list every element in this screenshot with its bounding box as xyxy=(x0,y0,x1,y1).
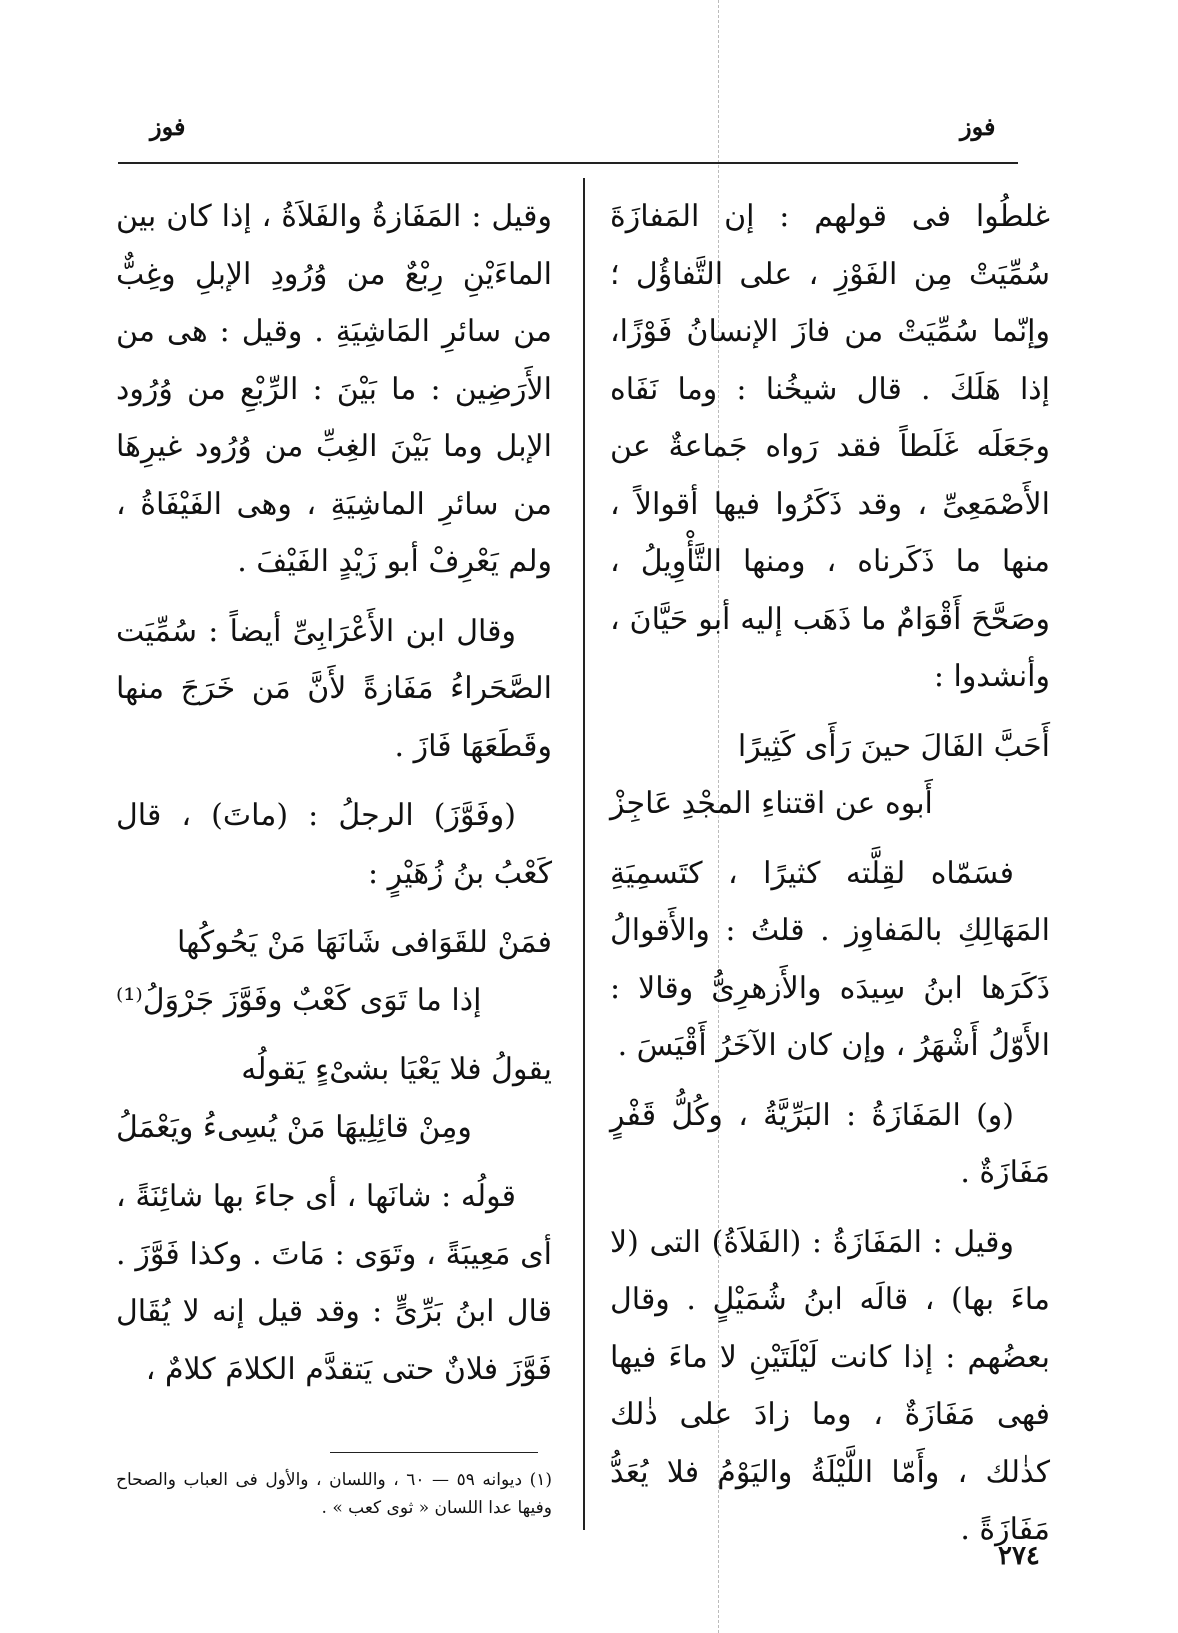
running-header-right: فوز xyxy=(960,112,996,141)
left-verse-1-line-2: إذا ما تَوَى كَعْبٌ وفَوَّزَ جَرْوَلُ⁽¹⁾ xyxy=(116,982,482,1018)
right-verse xyxy=(610,718,1050,833)
left-verse-2 xyxy=(116,1041,552,1156)
right-verse-line-2: أَبوه عن اقتناءِ المجْدِ عَاجِزْ xyxy=(610,786,933,821)
left-column xyxy=(116,188,552,1398)
left-paragraph-4: قولُه : شانَها ، أى جاءَ بها شائِنَةً ، أى مَعِيبَةً ، وتَوَى : مَاتَ . وكذا فَوَّزَ . قال ابنُ بَرِّىٍّ : وقد قيل إنه لا يُقَال فَوَّزَ فلانٌ حتى يَتقدَّم الكلامَ كلامٌ ، xyxy=(116,1179,552,1387)
right-paragraph-1: غلطُوا فى قولهم : إن المَفازَةَ سُمِّيَتْ مِن الفَوْزِ ، على التَّفاؤُل ؛ وإنّما سُمِّيَتْ من فازَ الإنسانُ فَوْزًا، إذا هَلَكَ . قال شيخُنا : وما نَفَاه وجَعَلَه غَلَطاً فقد رَواه جَماعةٌ عن الأَصْمَعِىِّ ، وقد ذَكَرُوا فيها أقوالاً ، منها ما ذَكَرناه ، ومنها التَّأْوِيلُ ، وصَحَّحَ أَقْوَامٌ ما ذَهَب إليه أبو حَيَّانَ ، وأنشدوا : xyxy=(610,199,1050,694)
right-column xyxy=(610,188,1050,1559)
page-number: ٢٧٤ xyxy=(998,1541,1040,1571)
running-header-left: فوز xyxy=(150,112,186,141)
left-verse-2-line-1: يقولُ فلا يَعْيَا بشىْءٍ يَقولُه xyxy=(241,1052,552,1087)
footnote-rule xyxy=(330,1452,538,1453)
column-divider xyxy=(583,178,585,1530)
left-paragraph-1: وقيل : المَفَازةُ والفَلاَةُ ، إذا كان بين الماءَيْنِ رِبْعٌ من وُرُودِ الإبلِ وغِبٌّ من سائرِ المَاشِيَةِ . وقيل : هى من الأَرَضِين : ما بَيْنَ : الرِّبْعِ من وُرُود الإبل وما بَيْنَ الغِبِّ من وُرُود غيرِهَا من سائرِ الماشِيَةِ ، وهى الفَيْفَاةُ ، ولم يَعْرِفْ أبو زَيْدٍ الفَيْفَ . xyxy=(116,199,552,579)
right-verse-line-1: أَحَبَّ الفَالَ حينَ رَأَى كَثِيرًا xyxy=(737,728,1050,764)
left-verse-1 xyxy=(116,914,552,1029)
right-paragraph-3: (و) المَفَازَةُ : البَرِّيَّةُ ، وكُلُّ قَفْرٍ مَفَازَةٌ . xyxy=(610,1097,1050,1190)
left-paragraph-3: (وفَوَّزَ) الرجلُ : (ماتَ) ، قال كَعْبُ بنُ زُهَيْرٍ : xyxy=(116,798,552,891)
header-rule xyxy=(118,162,1018,164)
left-paragraph-2: وقال ابن الأَعْرَابِىِّ أيضاً : سُمِّيَت الصَّحَراءُ مَفَازةً لأَنَّ مَن خَرَجَ منها وقَطَعَهَا فَازَ . xyxy=(116,613,552,764)
left-verse-2-line-2: ومِنْ قائِلِيهَا مَنْ يُسِىءُ ويَعْمَلُ xyxy=(116,1109,472,1145)
right-paragraph-2: فسَمّاه لقِلَّته كثيرًا ، كتَسمِيَةِ المَهَالِكِ بالمَفاوِز . قلتُ : والأَقوالُ ذَكَرَها ابنُ سِيدَه والأَزهرِىُّ وقالا : الأَوّلُ أَشْهَرُ ، وإن كان الآخَرُ أَقْيَسَ . xyxy=(610,855,1050,1063)
left-verse-1-line-1: فمَنْ للقَوَافى شَانَهَا مَنْ يَحُوكُها xyxy=(176,925,552,960)
right-paragraph-4: وقيل : المَفَازَةُ : (الفَلاَةُ) التى (لا ماءَ بها) ، قالَه ابنُ شُمَيْلٍ . وقال بعضُهم : إذا كانت لَيْلَتَيْنِ لا ماءَ فيها فهى مَفَازَةٌ ، وما زادَ على ذٰلك كذٰلك ، وأَمّا اللَّيْلَةُ واليَوْمُ فلا يُعَدُّ مَفَازَةً . xyxy=(610,1224,1050,1547)
footnote: (١) ديوانه ٥٩ — ٦٠ ، واللسان ، والأول فى العباب والصحاح وفيها عدا اللسان « ثوى كعب » . xyxy=(116,1470,552,1518)
